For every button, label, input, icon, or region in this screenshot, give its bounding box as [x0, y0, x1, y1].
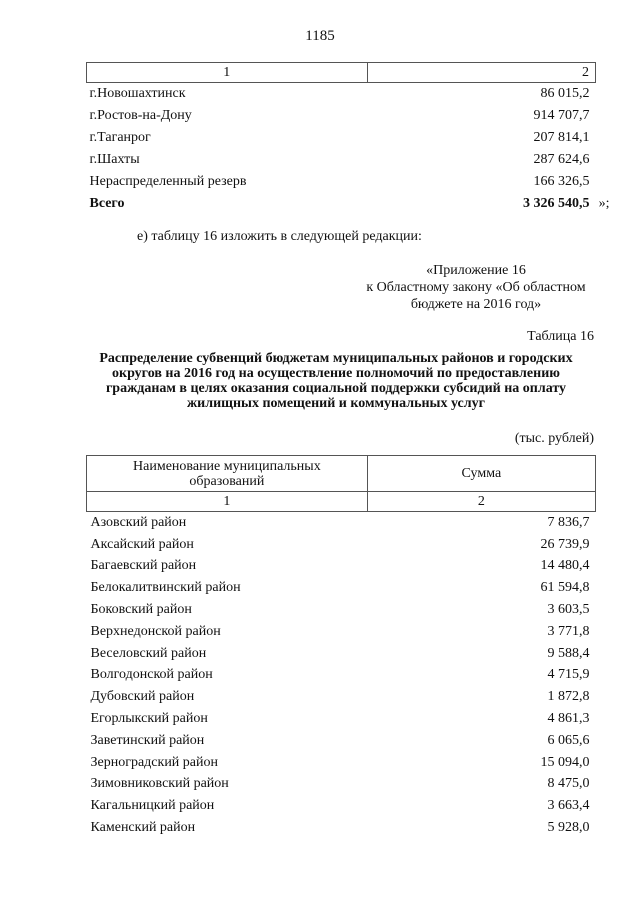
table-row: [87, 127, 596, 149]
row-value: 26 739,9: [540, 536, 590, 552]
row-name: г.Шахты: [89, 152, 140, 167]
row-value: 1 872,8: [547, 689, 590, 705]
row-name: Азовский район: [90, 514, 187, 530]
row-value: 5 928,0: [547, 820, 590, 836]
closing-quote: »;: [598, 196, 610, 211]
row-name: Боковский район: [90, 602, 192, 618]
table-header-row: [87, 63, 596, 83]
column-number-1: 1: [87, 63, 368, 83]
summary-table: [86, 62, 610, 215]
table-row: [87, 708, 596, 730]
table-row: [87, 534, 596, 556]
table-row: [87, 149, 596, 171]
row-name: Каменский район: [90, 820, 196, 836]
row-name: Волгодонской район: [90, 667, 213, 683]
appendix-line-1: «Приложение 16: [426, 263, 526, 278]
table-row: [87, 599, 596, 621]
table-row: [87, 752, 596, 774]
row-value: 4 861,3: [547, 711, 590, 727]
table-header-row: [87, 456, 596, 492]
table-title: Распределение субвенций бюджетам муниципальных районов и городских округов на 2016 год на осуществление полномочий по предоставлению гражданам в целях оказания социальной поддержки субсидий на оплату жилищных помещений и коммунальных услуг: [99, 351, 573, 411]
table-row: [87, 665, 596, 687]
total-row: [87, 193, 596, 215]
row-value: 61 594,8: [540, 580, 590, 596]
table-row: [87, 83, 596, 106]
table-row: [87, 105, 596, 127]
row-name: Дубовский район: [90, 689, 195, 705]
row-value: 914 707,7: [533, 108, 590, 123]
table-row: [87, 817, 596, 839]
amendment-instruction: е) таблицу 16 изложить в следующей редакции:: [137, 229, 422, 244]
row-value: 3 603,5: [547, 602, 590, 618]
row-value: 3 771,8: [547, 623, 590, 639]
table-row: [87, 512, 596, 534]
header-name-text: Наименование муниципальных образований: [133, 458, 321, 489]
row-name: Кагальницкий район: [90, 798, 215, 814]
table-row: [87, 556, 596, 578]
row-name: Зимовниковский район: [90, 776, 229, 792]
row-name: г.Новошахтинск: [89, 86, 186, 101]
total-value: 3 326 540,5: [523, 196, 590, 211]
row-name: Белокалитвинский район: [90, 580, 241, 596]
row-value: 287 624,6: [533, 152, 590, 167]
table-row: [87, 577, 596, 599]
appendix-line-2: к Областному закону «Об областном: [366, 280, 586, 295]
table-label: Таблица 16: [527, 329, 594, 344]
row-value: 8 475,0: [547, 776, 590, 792]
row-value: 15 094,0: [540, 754, 590, 770]
table-row: [87, 730, 596, 752]
row-name: Багаевский район: [90, 558, 197, 574]
row-name: Зерноградский район: [90, 754, 218, 770]
row-value: 14 480,4: [540, 558, 590, 574]
table-row: [87, 795, 596, 817]
table-row: [87, 171, 596, 193]
table-row: [87, 621, 596, 643]
row-name: Егорлыкский район: [90, 711, 208, 727]
row-value: 9 588,4: [547, 645, 590, 661]
header-name: [87, 456, 368, 492]
row-value: 3 663,4: [547, 798, 590, 814]
row-name: г.Таганрог: [89, 130, 151, 145]
row-name: Веселовский район: [90, 645, 207, 661]
row-value: 6 065,6: [547, 732, 590, 748]
table-row: [87, 686, 596, 708]
appendix-note: [353, 262, 599, 313]
row-name: Верхнедонской район: [90, 623, 221, 639]
column-number-2: 2: [367, 63, 595, 83]
row-name: Аксайский район: [90, 536, 194, 552]
appendix-line-3: бюджете на 2016 год»: [410, 297, 542, 312]
units-label: (тыс. рублей): [514, 431, 594, 446]
row-value: 7 836,7: [547, 514, 590, 530]
row-value: 207 814,1: [533, 130, 590, 145]
row-name: г.Ростов-на-Дону: [89, 108, 192, 123]
subvention-table: [86, 455, 596, 839]
table-row: [87, 643, 596, 665]
row-value: 86 015,2: [540, 86, 590, 101]
page-number: 1185: [305, 28, 335, 44]
row-value: 4 715,9: [547, 667, 590, 683]
row-name: Заветинский район: [90, 732, 205, 748]
table-row: [87, 774, 596, 796]
column-number-1: 1: [87, 492, 368, 512]
column-number-row: [87, 492, 596, 512]
header-sum: Сумма: [367, 456, 595, 492]
column-number-2: 2: [367, 492, 595, 512]
row-name: Нераспределенный резерв: [89, 174, 247, 189]
total-label: Всего: [89, 196, 125, 211]
row-value: 166 326,5: [533, 174, 590, 189]
total-value-cell: [367, 193, 610, 215]
